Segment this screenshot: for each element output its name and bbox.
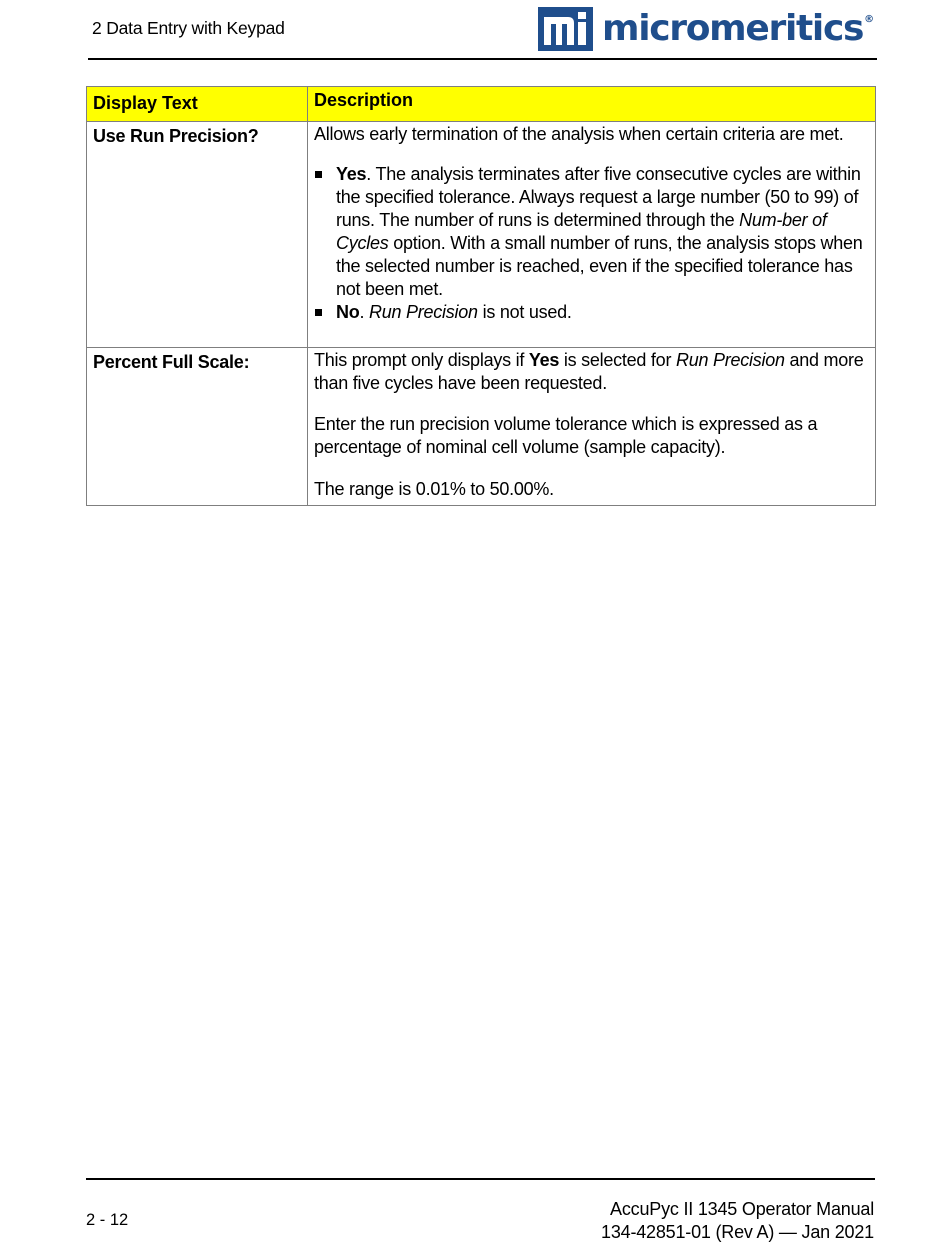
p1-text-b: is selected for	[559, 350, 676, 370]
footer-divider	[86, 1178, 875, 1180]
list-item-yes	[314, 163, 869, 301]
footer-document-info	[601, 1198, 874, 1244]
display-text-table	[86, 86, 876, 506]
option-yes-label: Yes	[336, 164, 367, 184]
p1-italic-run-precision: Run Precision	[675, 350, 785, 370]
option-no-italic: Run Precision	[369, 302, 478, 322]
description-paragraph-3: The range is 0.01% to 50.00%.	[314, 479, 554, 499]
logo-wordmark: micromeritics	[602, 8, 864, 49]
bullet-square-icon	[315, 309, 322, 316]
p1-text-c: and more than five cycles have been requested.	[314, 350, 864, 393]
column-header-display-text: Display Text	[87, 87, 308, 122]
option-no-separator: .	[359, 302, 370, 322]
option-yes-text-end: option. With a small number of runs, the analysis stops when the selected number is reached, even if the specified tolerance has not been met.	[336, 233, 863, 299]
term-use-run-precision: Use Run Precision?	[87, 122, 308, 348]
table-row	[87, 348, 876, 506]
registered-mark: ®	[864, 14, 875, 25]
micromeritics-logo	[538, 7, 874, 51]
column-header-description: Description	[308, 87, 876, 122]
manual-title: AccuPyc II 1345 Operator Manual	[610, 1199, 874, 1219]
list-item-no	[314, 301, 869, 324]
option-list	[314, 163, 869, 324]
header-divider	[88, 58, 877, 60]
option-yes-italic: Num-ber of Cycles	[336, 210, 827, 253]
document-number: 134-42851-01 (Rev A) — Jan 2021	[601, 1222, 874, 1242]
description-paragraph-2: Enter the run precision volume tolerance which is expressed as a percentage of nominal cell volume (sample capacity).	[314, 414, 818, 457]
description-intro: Allows early termination of the analysis when certain criteria are met.	[314, 124, 844, 144]
term-percent-full-scale: Percent Full Scale:	[87, 348, 308, 506]
description-use-run-precision	[308, 122, 876, 348]
option-no-label: No	[336, 302, 360, 322]
mi-logo-icon	[538, 7, 593, 51]
p1-bold-yes: Yes	[528, 350, 560, 370]
table-header-row	[87, 87, 876, 122]
bullet-square-icon	[315, 171, 322, 178]
header-section-title: 2 Data Entry with Keypad	[92, 18, 285, 38]
description-paragraph-1	[314, 349, 869, 395]
option-yes-text: . The analysis terminates after five consecutive cycles are within the specified tolerance. Always request a large number (50 to 99) of runs. The number of runs is determined through the	[336, 164, 861, 230]
description-percent-full-scale	[308, 348, 876, 506]
page-number: 2 - 12	[86, 1211, 129, 1229]
option-no-text: is not used.	[477, 302, 572, 322]
table-row	[87, 122, 876, 348]
p1-text-a: This prompt only displays if	[314, 350, 529, 370]
